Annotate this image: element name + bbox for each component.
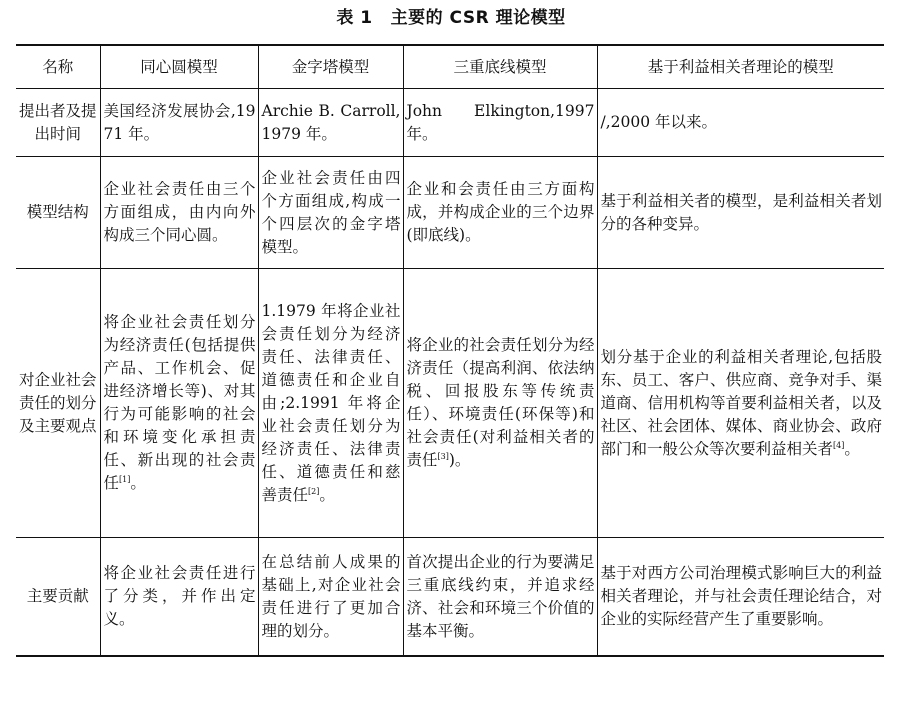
cell-text-end: 。 bbox=[319, 485, 335, 504]
table-row bbox=[16, 538, 884, 657]
cell-concentric-structure: 企业社会责任由三个方面组成，由内向外构成三个同心圆。 bbox=[100, 157, 258, 269]
header-triple-bottom-line-model: 三重底线模型 bbox=[403, 45, 597, 89]
reference-marker: [1] bbox=[119, 474, 131, 484]
cell-text-end: 。 bbox=[130, 474, 146, 492]
header-pyramid-model: 金字塔模型 bbox=[258, 45, 403, 89]
table-row bbox=[16, 89, 884, 157]
header-concentric-circle-model: 同心圆模型 bbox=[100, 45, 258, 89]
table-title: 主要的 CSR 理论模型 bbox=[390, 8, 566, 28]
reference-marker: [4] bbox=[833, 440, 845, 450]
header-row bbox=[16, 45, 884, 89]
cell-triple-contribution: 首次提出企业的行为要满足三重底线约束，并追求经济、社会和环境三个价值的基本平衡。 bbox=[403, 538, 597, 657]
cell-text: 将企业社会责任划分为经济责任(包括提供产品、工作机会、促进经济增长等)、对其行为可能影响的社会和环境变化承担责任、新出现的社会责任 bbox=[103, 313, 256, 492]
cell-text: 划分基于企业的利益相关者理论,包括股东、员工、客户、供应商、竞争对手、渠道商、信用机构等首要利益相关者，以及社区、社会团体、媒体、商业协会、政府部门和一般公众等次要利益相关者 bbox=[600, 347, 882, 458]
row-label-proposer: 提出者及提出时间 bbox=[16, 89, 100, 157]
cell-stakeholder-proposer: /,2000 年以来。 bbox=[597, 89, 884, 157]
cell-pyramid-structure: 企业社会责任由四个方面组成,构成一个四层次的金字塔模型。 bbox=[258, 157, 403, 269]
csr-models-table bbox=[16, 44, 884, 657]
cell-concentric-contribution: 将企业社会责任进行了分类，并作出定义。 bbox=[100, 538, 258, 657]
table-caption bbox=[0, 6, 902, 30]
cell-text-end: 。 bbox=[844, 439, 860, 458]
header-stakeholder-model: 基于利益相关者理论的模型 bbox=[597, 45, 884, 89]
header-name: 名称 bbox=[16, 45, 100, 89]
cell-stakeholder-classification bbox=[597, 269, 884, 538]
table-row bbox=[16, 269, 884, 538]
cell-pyramid-proposer: Archie B. Carroll,1979 年。 bbox=[258, 89, 403, 157]
row-label-contribution: 主要贡献 bbox=[16, 538, 100, 657]
cell-text: 将企业的社会责任划分为经济责任（提高利润、依法纳税、回报股东等传统责任）、环境责任(环保等)和社会责任(对利益相关者的责任 bbox=[406, 336, 595, 469]
table-number: 表 1 bbox=[336, 8, 373, 28]
cell-stakeholder-contribution: 基于对西方公司治理模式影响巨大的利益相关者理论，并与社会责任理论结合，对企业的实际经营产生了重要影响。 bbox=[597, 538, 884, 657]
reference-marker: [3] bbox=[437, 451, 449, 461]
cell-triple-proposer: John Elkington,1997 年。 bbox=[403, 89, 597, 157]
cell-triple-structure: 企业和会责任由三方面构成，并构成企业的三个边界(即底线)。 bbox=[403, 157, 597, 269]
table-row bbox=[16, 157, 884, 269]
row-label-structure: 模型结构 bbox=[16, 157, 100, 269]
reference-marker: [2] bbox=[308, 486, 320, 496]
cell-text-end: )。 bbox=[448, 451, 471, 469]
cell-text: 1.1979 年将企业社会责任划分为经济责任、法律责任、道德责任和企业自由;2.1991 年将企业社会责任划分为经济责任、法律责任、道德责任和慈善责任 bbox=[261, 301, 401, 504]
cell-pyramid-classification bbox=[258, 269, 403, 538]
cell-stakeholder-structure: 基于利益相关者的模型，是利益相关者划分的各种变异。 bbox=[597, 157, 884, 269]
cell-pyramid-contribution: 在总结前人成果的基础上,对企业社会责任进行了更加合理的划分。 bbox=[258, 538, 403, 657]
cell-triple-classification bbox=[403, 269, 597, 538]
cell-concentric-proposer: 美国经济发展协会,1971 年。 bbox=[100, 89, 258, 157]
row-label-classification: 对企业社会责任的划分及主要观点 bbox=[16, 269, 100, 538]
cell-concentric-classification bbox=[100, 269, 258, 538]
